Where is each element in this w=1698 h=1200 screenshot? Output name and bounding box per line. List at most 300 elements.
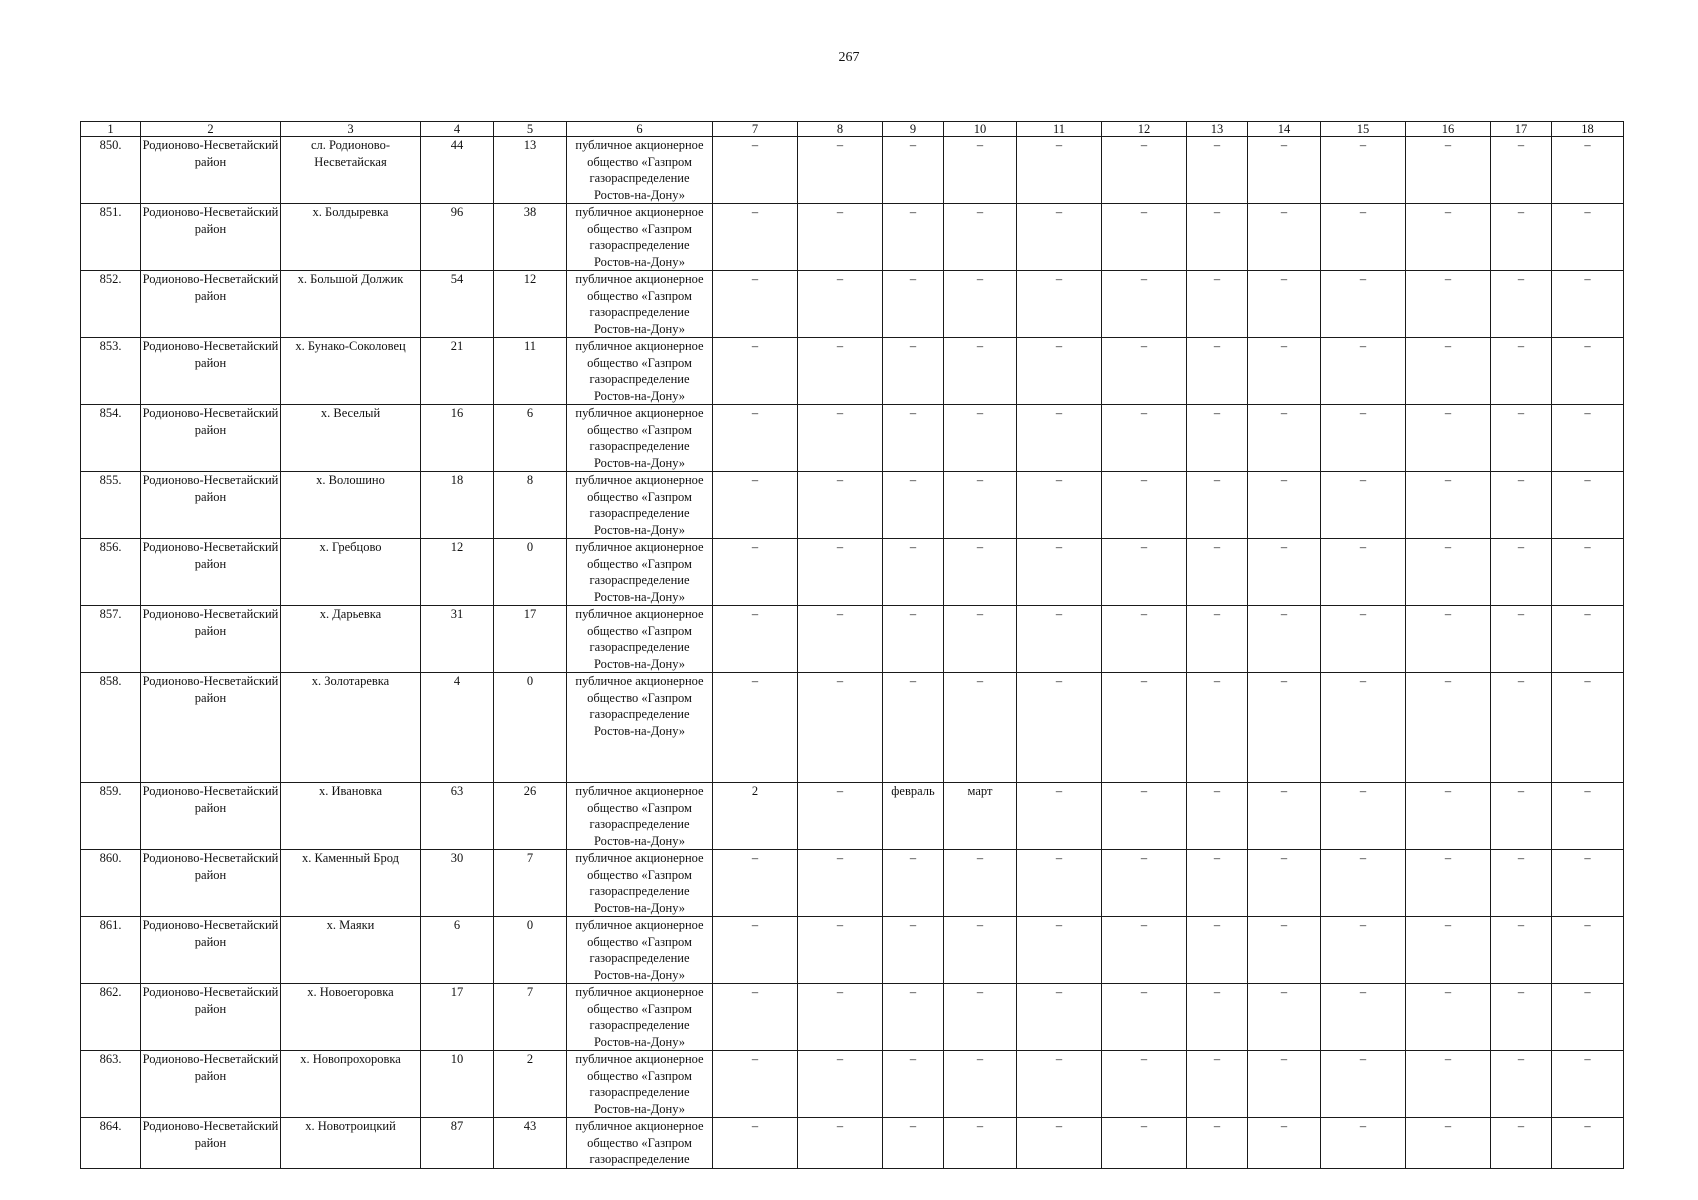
value-col-10: –	[944, 472, 1017, 539]
value-col-18: –	[1552, 606, 1624, 673]
value-col-10: –	[944, 539, 1017, 606]
value-col-13: –	[1187, 204, 1248, 271]
value-col-15: –	[1321, 338, 1406, 405]
district-name: Родионово-Несветайский район	[141, 1051, 281, 1118]
value-col-18: –	[1552, 917, 1624, 984]
value-col-17: –	[1491, 472, 1552, 539]
operator-name: публичное акционерное общество «Газпром газораспределение Ростов-на-Дону»	[567, 137, 713, 204]
value-col-13: –	[1187, 405, 1248, 472]
value-col-18: –	[1552, 539, 1624, 606]
count-col-5: 38	[494, 204, 567, 271]
column-number-8: 8	[798, 122, 883, 137]
table-body	[81, 137, 1624, 1169]
row-number: 856.	[81, 539, 141, 606]
value-col-11: –	[1017, 539, 1102, 606]
district-name: Родионово-Несветайский район	[141, 1118, 281, 1169]
column-number-17: 17	[1491, 122, 1552, 137]
column-number-15: 15	[1321, 122, 1406, 137]
value-col-12: –	[1102, 783, 1187, 850]
count-col-4: 16	[421, 405, 494, 472]
row-number: 857.	[81, 606, 141, 673]
row-number: 851.	[81, 204, 141, 271]
value-col-11: –	[1017, 1051, 1102, 1118]
district-name: Родионово-Несветайский район	[141, 539, 281, 606]
value-col-10: –	[944, 137, 1017, 204]
settlement-name: х. Дарьевка	[281, 606, 421, 673]
value-col-16: –	[1406, 984, 1491, 1051]
table-row	[81, 673, 1624, 783]
table-row	[81, 405, 1624, 472]
value-col-12: –	[1102, 673, 1187, 783]
value-col-14: –	[1248, 137, 1321, 204]
settlement-name: сл. Родионово-Несветайская	[281, 137, 421, 204]
value-col-16: –	[1406, 204, 1491, 271]
value-col-8: –	[798, 984, 883, 1051]
count-col-5: 12	[494, 271, 567, 338]
operator-name: публичное акционерное общество «Газпром газораспределение Ростов-на-Дону»	[567, 338, 713, 405]
value-col-13: –	[1187, 673, 1248, 783]
value-col-12: –	[1102, 539, 1187, 606]
count-col-4: 21	[421, 338, 494, 405]
value-col-14: –	[1248, 472, 1321, 539]
value-col-14: –	[1248, 1051, 1321, 1118]
column-number-9: 9	[883, 122, 944, 137]
column-number-10: 10	[944, 122, 1017, 137]
value-col-15: –	[1321, 917, 1406, 984]
value-col-9: –	[883, 850, 944, 917]
value-col-15: –	[1321, 984, 1406, 1051]
value-col-15: –	[1321, 539, 1406, 606]
column-number-4: 4	[421, 122, 494, 137]
value-col-10: –	[944, 850, 1017, 917]
value-col-18: –	[1552, 984, 1624, 1051]
table-row	[81, 472, 1624, 539]
value-col-9: –	[883, 472, 944, 539]
count-col-5: 0	[494, 673, 567, 783]
column-number-3: 3	[281, 122, 421, 137]
value-col-12: –	[1102, 137, 1187, 204]
count-col-4: 54	[421, 271, 494, 338]
value-col-17: –	[1491, 271, 1552, 338]
row-number: 864.	[81, 1118, 141, 1169]
page-number: 267	[838, 50, 860, 65]
value-col-18: –	[1552, 137, 1624, 204]
table-row	[81, 539, 1624, 606]
value-col-16: –	[1406, 405, 1491, 472]
value-col-13: –	[1187, 606, 1248, 673]
value-col-16: –	[1406, 137, 1491, 204]
table-row	[81, 338, 1624, 405]
district-name: Родионово-Несветайский район	[141, 405, 281, 472]
value-col-9: –	[883, 917, 944, 984]
operator-name: публичное акционерное общество «Газпром газораспределение Ростов-на-Дону»	[567, 917, 713, 984]
count-col-4: 17	[421, 984, 494, 1051]
settlement-name: х. Бунако-Соколовец	[281, 338, 421, 405]
value-col-10: –	[944, 204, 1017, 271]
value-col-9: –	[883, 271, 944, 338]
value-col-11: –	[1017, 984, 1102, 1051]
column-number-6: 6	[567, 122, 713, 137]
count-col-4: 31	[421, 606, 494, 673]
settlement-name: х. Большой Должик	[281, 271, 421, 338]
value-col-8: –	[798, 204, 883, 271]
district-name: Родионово-Несветайский район	[141, 472, 281, 539]
count-col-5: 7	[494, 984, 567, 1051]
column-number-11: 11	[1017, 122, 1102, 137]
value-col-11: –	[1017, 204, 1102, 271]
value-col-16: –	[1406, 917, 1491, 984]
value-col-10: март	[944, 783, 1017, 850]
value-col-8: –	[798, 271, 883, 338]
operator-name: публичное акционерное общество «Газпром газораспределение Ростов-на-Дону»	[567, 405, 713, 472]
value-col-7: –	[713, 984, 798, 1051]
district-name: Родионово-Несветайский район	[141, 850, 281, 917]
value-col-17: –	[1491, 137, 1552, 204]
row-number: 855.	[81, 472, 141, 539]
value-col-13: –	[1187, 137, 1248, 204]
value-col-9: –	[883, 984, 944, 1051]
operator-name: публичное акционерное общество «Газпром газораспределение Ростов-на-Дону»	[567, 673, 713, 783]
value-col-10: –	[944, 405, 1017, 472]
value-col-18: –	[1552, 472, 1624, 539]
operator-name: публичное акционерное общество «Газпром газораспределение Ростов-на-Дону»	[567, 1051, 713, 1118]
operator-name: публичное акционерное общество «Газпром газораспределение Ростов-на-Дону»	[567, 204, 713, 271]
value-col-14: –	[1248, 606, 1321, 673]
value-col-18: –	[1552, 850, 1624, 917]
value-col-18: –	[1552, 1051, 1624, 1118]
column-number-12: 12	[1102, 122, 1187, 137]
value-col-16: –	[1406, 271, 1491, 338]
value-col-18: –	[1552, 338, 1624, 405]
settlement-name: х. Новопрохоровка	[281, 1051, 421, 1118]
settlement-name: х. Ивановка	[281, 783, 421, 850]
count-col-4: 12	[421, 539, 494, 606]
value-col-7: –	[713, 850, 798, 917]
district-name: Родионово-Несветайский район	[141, 606, 281, 673]
gasification-table	[80, 121, 1624, 1169]
column-number-14: 14	[1248, 122, 1321, 137]
operator-name: публичное акционерное общество «Газпром газораспределение	[567, 1118, 713, 1169]
operator-name: публичное акционерное общество «Газпром газораспределение Ростов-на-Дону»	[567, 783, 713, 850]
value-col-9: февраль	[883, 783, 944, 850]
value-col-12: –	[1102, 850, 1187, 917]
count-col-5: 17	[494, 606, 567, 673]
value-col-12: –	[1102, 917, 1187, 984]
value-col-7: –	[713, 1118, 798, 1169]
value-col-7: –	[713, 204, 798, 271]
operator-name: публичное акционерное общество «Газпром газораспределение Ростов-на-Дону»	[567, 606, 713, 673]
value-col-17: –	[1491, 984, 1552, 1051]
value-col-15: –	[1321, 673, 1406, 783]
value-col-11: –	[1017, 1118, 1102, 1169]
district-name: Родионово-Несветайский район	[141, 338, 281, 405]
district-name: Родионово-Несветайский район	[141, 783, 281, 850]
value-col-8: –	[798, 472, 883, 539]
count-col-5: 0	[494, 539, 567, 606]
value-col-12: –	[1102, 1051, 1187, 1118]
count-col-4: 44	[421, 137, 494, 204]
value-col-18: –	[1552, 783, 1624, 850]
value-col-11: –	[1017, 271, 1102, 338]
district-name: Родионово-Несветайский район	[141, 673, 281, 783]
value-col-8: –	[798, 137, 883, 204]
table-row	[81, 204, 1624, 271]
value-col-15: –	[1321, 472, 1406, 539]
table-row	[81, 1118, 1624, 1169]
value-col-7: –	[713, 137, 798, 204]
column-number-5: 5	[494, 122, 567, 137]
value-col-11: –	[1017, 917, 1102, 984]
value-col-11: –	[1017, 472, 1102, 539]
count-col-4: 6	[421, 917, 494, 984]
value-col-14: –	[1248, 405, 1321, 472]
operator-name: публичное акционерное общество «Газпром газораспределение Ростов-на-Дону»	[567, 539, 713, 606]
value-col-17: –	[1491, 1118, 1552, 1169]
settlement-name: х. Маяки	[281, 917, 421, 984]
value-col-11: –	[1017, 338, 1102, 405]
table-row	[81, 850, 1624, 917]
value-col-10: –	[944, 673, 1017, 783]
value-col-13: –	[1187, 338, 1248, 405]
count-col-5: 43	[494, 1118, 567, 1169]
value-col-16: –	[1406, 673, 1491, 783]
value-col-8: –	[798, 1051, 883, 1118]
column-number-16: 16	[1406, 122, 1491, 137]
settlement-name: х. Золотаревка	[281, 673, 421, 783]
count-col-5: 11	[494, 338, 567, 405]
count-col-4: 18	[421, 472, 494, 539]
value-col-10: –	[944, 917, 1017, 984]
value-col-9: –	[883, 606, 944, 673]
settlement-name: х. Волошино	[281, 472, 421, 539]
count-col-5: 8	[494, 472, 567, 539]
value-col-14: –	[1248, 1118, 1321, 1169]
value-col-7: –	[713, 673, 798, 783]
count-col-4: 4	[421, 673, 494, 783]
value-col-7: –	[713, 606, 798, 673]
row-number: 862.	[81, 984, 141, 1051]
row-number: 863.	[81, 1051, 141, 1118]
value-col-15: –	[1321, 1051, 1406, 1118]
value-col-18: –	[1552, 1118, 1624, 1169]
count-col-5: 0	[494, 917, 567, 984]
count-col-5: 2	[494, 1051, 567, 1118]
value-col-15: –	[1321, 1118, 1406, 1169]
value-col-8: –	[798, 917, 883, 984]
value-col-11: –	[1017, 783, 1102, 850]
value-col-13: –	[1187, 850, 1248, 917]
value-col-10: –	[944, 338, 1017, 405]
value-col-13: –	[1187, 1118, 1248, 1169]
value-col-18: –	[1552, 405, 1624, 472]
value-col-13: –	[1187, 539, 1248, 606]
district-name: Родионово-Несветайский район	[141, 137, 281, 204]
value-col-16: –	[1406, 338, 1491, 405]
value-col-18: –	[1552, 204, 1624, 271]
value-col-10: –	[944, 271, 1017, 338]
row-number: 860.	[81, 850, 141, 917]
value-col-15: –	[1321, 137, 1406, 204]
count-col-5: 7	[494, 850, 567, 917]
column-number-1: 1	[81, 122, 141, 137]
value-col-7: 2	[713, 783, 798, 850]
value-col-16: –	[1406, 783, 1491, 850]
operator-name: публичное акционерное общество «Газпром газораспределение Ростов-на-Дону»	[567, 271, 713, 338]
table-row	[81, 917, 1624, 984]
value-col-9: –	[883, 204, 944, 271]
value-col-8: –	[798, 338, 883, 405]
count-col-4: 10	[421, 1051, 494, 1118]
table-row	[81, 783, 1624, 850]
value-col-17: –	[1491, 539, 1552, 606]
value-col-8: –	[798, 673, 883, 783]
value-col-17: –	[1491, 405, 1552, 472]
value-col-9: –	[883, 405, 944, 472]
count-col-4: 96	[421, 204, 494, 271]
district-name: Родионово-Несветайский район	[141, 984, 281, 1051]
value-col-13: –	[1187, 984, 1248, 1051]
value-col-18: –	[1552, 271, 1624, 338]
value-col-11: –	[1017, 606, 1102, 673]
value-col-12: –	[1102, 984, 1187, 1051]
value-col-17: –	[1491, 204, 1552, 271]
value-col-9: –	[883, 338, 944, 405]
value-col-16: –	[1406, 606, 1491, 673]
value-col-15: –	[1321, 271, 1406, 338]
settlement-name: х. Новоегоровка	[281, 984, 421, 1051]
value-col-8: –	[798, 1118, 883, 1169]
value-col-17: –	[1491, 850, 1552, 917]
table-row	[81, 271, 1624, 338]
table-row	[81, 137, 1624, 204]
value-col-8: –	[798, 783, 883, 850]
column-number-13: 13	[1187, 122, 1248, 137]
table-row	[81, 984, 1624, 1051]
value-col-13: –	[1187, 917, 1248, 984]
operator-name: публичное акционерное общество «Газпром газораспределение Ростов-на-Дону»	[567, 850, 713, 917]
value-col-13: –	[1187, 1051, 1248, 1118]
row-number: 850.	[81, 137, 141, 204]
count-col-4: 63	[421, 783, 494, 850]
value-col-17: –	[1491, 917, 1552, 984]
value-col-14: –	[1248, 204, 1321, 271]
value-col-8: –	[798, 405, 883, 472]
value-col-15: –	[1321, 405, 1406, 472]
value-col-12: –	[1102, 338, 1187, 405]
row-number: 861.	[81, 917, 141, 984]
value-col-9: –	[883, 539, 944, 606]
value-col-7: –	[713, 338, 798, 405]
value-col-7: –	[713, 917, 798, 984]
value-col-9: –	[883, 1051, 944, 1118]
settlement-name: х. Веселый	[281, 405, 421, 472]
value-col-12: –	[1102, 204, 1187, 271]
value-col-18: –	[1552, 673, 1624, 783]
value-col-16: –	[1406, 1118, 1491, 1169]
value-col-13: –	[1187, 783, 1248, 850]
value-col-7: –	[713, 405, 798, 472]
table-row	[81, 606, 1624, 673]
value-col-11: –	[1017, 850, 1102, 917]
value-col-10: –	[944, 1051, 1017, 1118]
value-col-17: –	[1491, 338, 1552, 405]
count-col-5: 13	[494, 137, 567, 204]
value-col-9: –	[883, 673, 944, 783]
column-number-7: 7	[713, 122, 798, 137]
value-col-15: –	[1321, 606, 1406, 673]
value-col-10: –	[944, 984, 1017, 1051]
value-col-14: –	[1248, 338, 1321, 405]
count-col-5: 26	[494, 783, 567, 850]
value-col-17: –	[1491, 673, 1552, 783]
value-col-9: –	[883, 1118, 944, 1169]
value-col-12: –	[1102, 472, 1187, 539]
value-col-12: –	[1102, 405, 1187, 472]
count-col-4: 30	[421, 850, 494, 917]
value-col-17: –	[1491, 606, 1552, 673]
column-number-18: 18	[1552, 122, 1624, 137]
value-col-14: –	[1248, 850, 1321, 917]
value-col-11: –	[1017, 405, 1102, 472]
district-name: Родионово-Несветайский район	[141, 204, 281, 271]
value-col-10: –	[944, 1118, 1017, 1169]
value-col-7: –	[713, 472, 798, 539]
settlement-name: х. Гребцово	[281, 539, 421, 606]
value-col-11: –	[1017, 673, 1102, 783]
value-col-8: –	[798, 539, 883, 606]
column-number-2: 2	[141, 122, 281, 137]
operator-name: публичное акционерное общество «Газпром газораспределение Ростов-на-Дону»	[567, 984, 713, 1051]
value-col-14: –	[1248, 984, 1321, 1051]
value-col-11: –	[1017, 137, 1102, 204]
value-col-14: –	[1248, 271, 1321, 338]
settlement-name: х. Каменный Брод	[281, 850, 421, 917]
value-col-14: –	[1248, 917, 1321, 984]
operator-name: публичное акционерное общество «Газпром газораспределение Ростов-на-Дону»	[567, 472, 713, 539]
settlement-name: х. Новотроицкий	[281, 1118, 421, 1169]
count-col-5: 6	[494, 405, 567, 472]
value-col-8: –	[798, 850, 883, 917]
column-number-row	[81, 122, 1624, 137]
count-col-4: 87	[421, 1118, 494, 1169]
row-number: 852.	[81, 271, 141, 338]
value-col-15: –	[1321, 783, 1406, 850]
value-col-12: –	[1102, 271, 1187, 338]
row-number: 859.	[81, 783, 141, 850]
row-number: 854.	[81, 405, 141, 472]
value-col-16: –	[1406, 1051, 1491, 1118]
value-col-9: –	[883, 137, 944, 204]
value-col-16: –	[1406, 850, 1491, 917]
row-number: 858.	[81, 673, 141, 783]
value-col-17: –	[1491, 783, 1552, 850]
row-number: 853.	[81, 338, 141, 405]
value-col-12: –	[1102, 606, 1187, 673]
value-col-8: –	[798, 606, 883, 673]
value-col-14: –	[1248, 673, 1321, 783]
value-col-10: –	[944, 606, 1017, 673]
value-col-16: –	[1406, 472, 1491, 539]
value-col-15: –	[1321, 204, 1406, 271]
district-name: Родионово-Несветайский район	[141, 917, 281, 984]
value-col-7: –	[713, 539, 798, 606]
settlement-name: х. Болдыревка	[281, 204, 421, 271]
value-col-17: –	[1491, 1051, 1552, 1118]
value-col-14: –	[1248, 783, 1321, 850]
district-name: Родионово-Несветайский район	[141, 271, 281, 338]
value-col-7: –	[713, 271, 798, 338]
value-col-13: –	[1187, 271, 1248, 338]
